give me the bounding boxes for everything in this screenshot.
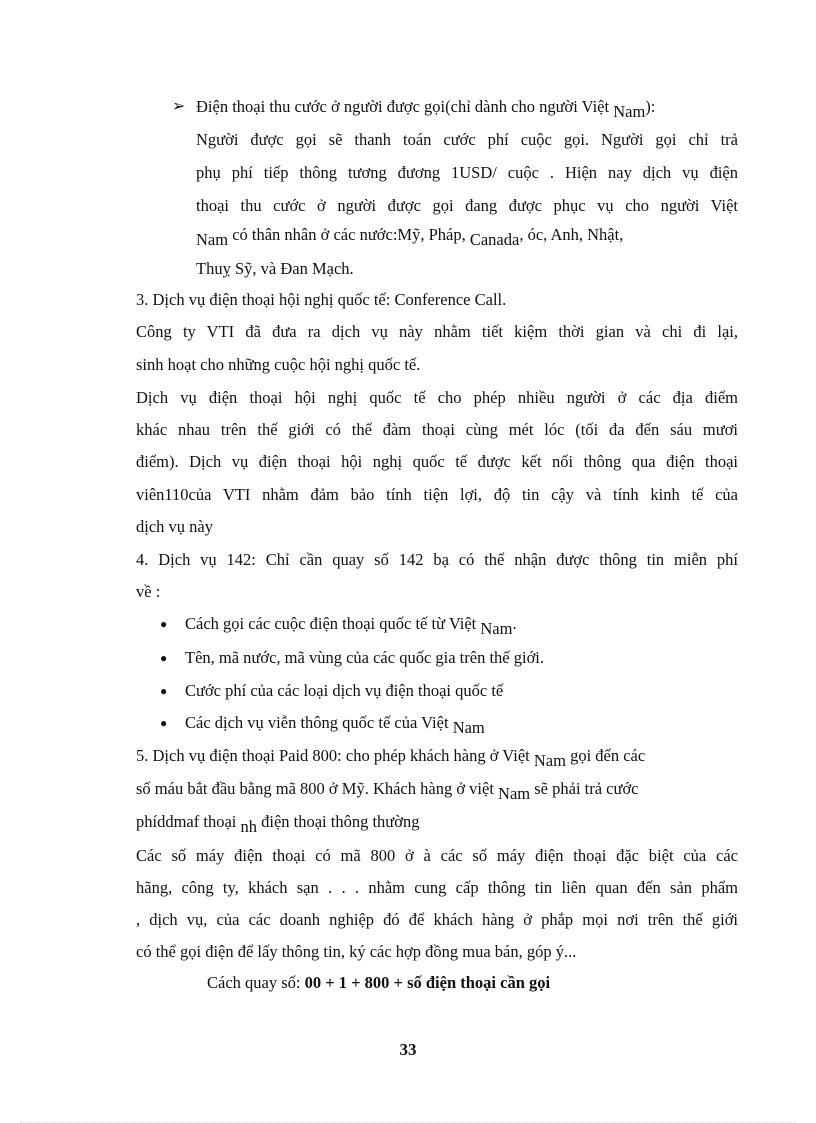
dial-formula: 00 + 1 + 800 + số điện thoại cần gọi <box>304 973 551 992</box>
section3-p2-line1: Dịch vụ điện thoại hội nghị quốc tế cho phép nhiều người ở các địa điểm <box>136 388 738 407</box>
section3-p2-line5: dịch vụ này <box>136 517 213 536</box>
section4-bullet4: Các dịch vụ viễn thông quốc tế của Việt Nam <box>185 713 485 737</box>
item1-line6: Thuỵ Sỹ, và Đan Mạch. <box>196 259 354 278</box>
section5-p2-line1: Các số máy điện thoại có mã 800 ở à các số máy điện thoại đặc biệt của các <box>136 846 738 865</box>
dial-instruction: Cách quay số: 00 + 1 + 800 + số điện thoại cần gọi <box>207 973 551 992</box>
bullet-dot-icon: ● <box>160 684 168 698</box>
section3-p2-line3: điểm). Dịch vụ điện thoại hội nghị quốc tế được kết nối thông qua điện thoại <box>136 452 738 471</box>
section5-p2-line4: có thể gọi điện để lấy thông tin, ký các hợp đồng mua bán, góp ý... <box>136 942 577 961</box>
section4-line2: về : <box>136 582 161 601</box>
section5-line2: số máu bắt đầu bằng mã 800 ở Mỹ. Khách hàng ở việt Nam sẽ phải trả cước <box>136 779 639 803</box>
bullet-dot-icon: ● <box>160 651 168 665</box>
section5-line3: phíddmaf thoại nh điện thoại thông thường <box>136 812 420 836</box>
section3-p2-line2: khác nhau trên thế giới có thể đàm thoại cùng mét lóc (tối đa đến sáu mươi <box>136 420 738 439</box>
item1-line3: phụ phí tiếp thông tương đương 1USD/ cuộc . Hiện nay dịch vụ điện <box>196 163 738 182</box>
item1-line5: Nam có thân nhân ở các nước:Mỹ, Pháp, Canada, óc, Anh, Nhật, <box>196 225 624 249</box>
section3-heading: 3. Dịch vụ điện thoại hội nghị quốc tế: Conference Call. <box>136 290 507 309</box>
arrow-bullet-icon: ➢ <box>172 98 186 115</box>
section4-line1: 4. Dịch vụ 142: Chỉ cần quay số 142 bạ có thể nhận được thông tin miễn phí <box>136 550 738 569</box>
section4-bullet1: Cách gọi các cuộc điện thoại quốc tế từ Việt Nam. <box>185 614 517 638</box>
section3-p2-line4: viên110của VTI nhằm đảm bảo tính tiện lợi, độ tin cậy và tính kinh tế của <box>136 485 738 504</box>
section4-bullet2: Tên, mã nước, mã vùng của các quốc gia trên thế giới. <box>185 648 545 667</box>
item1-line4: thoại thu cước ở người được gọi đang được phục vụ cho người Việt <box>196 196 738 215</box>
page-number: 33 <box>399 1040 417 1059</box>
section4-bullet3: Cước phí của các loại dịch vụ điện thoại quốc tế <box>185 681 504 700</box>
section5-p2-line2: hãng, công ty, khách sạn . . . nhằm cung cấp thông tin liên quan đến sản phẩm <box>136 878 738 897</box>
section3-p1-line1: Công ty VTI đã đưa ra dịch vụ này nhằm tiết kiệm thời gian và chi đi lại, <box>136 322 738 341</box>
section5-p2-line3: , dịch vụ, của các doanh nghiệp đó để khách hàng ở phắp mọi nơi trên thế giới <box>136 910 738 929</box>
bullet-dot-icon: ● <box>160 716 168 730</box>
bullet-dot-icon: ● <box>160 617 168 631</box>
item1-line2: Người được gọi sẽ thanh toán cước phí cuộc gọi. Người gọi chỉ trả <box>196 130 738 149</box>
section3-p1-line2: sinh hoạt cho những cuộc hội nghị quốc tế. <box>136 355 421 374</box>
section5-line1: 5. Dịch vụ điện thoại Paid 800: cho phép khách hàng ở Việt Nam gọi đến các <box>136 746 646 770</box>
item1-line1: Điện thoại thu cước ở người được gọi(chỉ dành cho người Việt Nam): <box>196 97 656 121</box>
